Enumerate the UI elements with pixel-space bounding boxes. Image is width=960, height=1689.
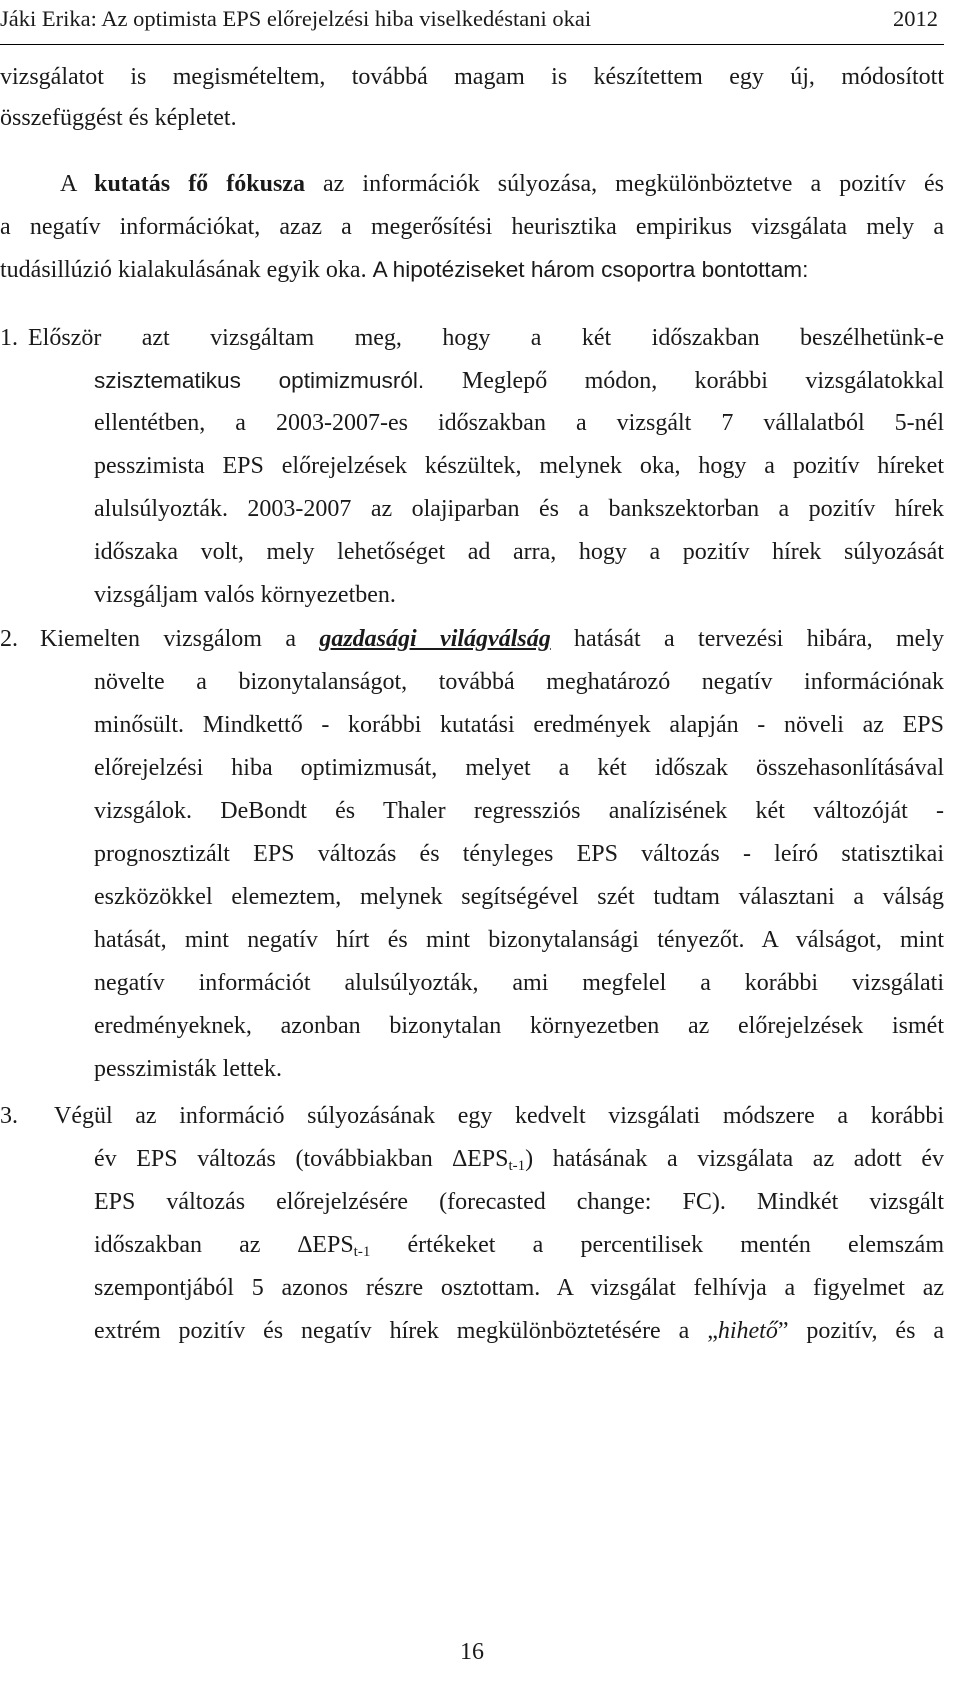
list-item-line: EPS változás előrejelzésére (forecasted change: FC). Mindkét vizsgált — [94, 1189, 944, 1215]
italic-word: hihető — [717, 1318, 778, 1344]
list-item-line: alulsúlyozták. 2003-2007 az olajiparban és a bankszektorban a pozitív hírek — [94, 496, 944, 522]
list-item-line: előrejelzési hiba optimizmusát, melyet a két időszak összehasonlításával — [94, 755, 944, 781]
list-item-line: Először azt vizsgáltam meg, hogy a két időszakban beszélhetünk-e — [28, 325, 944, 351]
delta-eps-symbol: ∆EPS — [452, 1146, 509, 1172]
paragraph-line: összefüggést és képletet. — [0, 105, 237, 131]
delta-eps-symbol: ∆EPS — [297, 1232, 354, 1258]
paragraph-line: tudásillúzió kialakulásának egyik oka. A hipotéziseket három csoportra bontottam: — [0, 257, 809, 283]
list-item-line: növelte a bizonytalanságot, továbbá meghatározó negatív információnak — [94, 669, 944, 695]
paragraph-line: A kutatás fő fókusza az információk súlyozása, megkülönböztetve a pozitív és — [60, 171, 944, 197]
list-item-line: vizsgáljam valós környezetben. — [94, 582, 396, 608]
header-rule — [0, 44, 944, 45]
emphasized-phrase: gazdasági világválság — [319, 626, 551, 652]
list-item-line: Végül az információ súlyozásának egy kedvelt vizsgálati módszere a korábbi — [54, 1103, 944, 1129]
list-item-line: negatív információt alulsúlyozták, ami megfelel a korábbi vizsgálati — [94, 970, 944, 996]
list-item-line: szempontjából 5 azonos részre osztottam. A vizsgálat felhívja a figyelmet az — [94, 1275, 944, 1301]
list-item-line: minősült. Mindkettő - korábbi kutatási eredmények alapján - növeli az EPS — [94, 712, 944, 738]
list-item-line: hatását, mint negatív hírt és mint bizonytalansági tényezőt. A válságot, mint — [94, 927, 944, 953]
paragraph-line: vizsgálatot is megismételtem, továbbá magam is készítettem egy új, módosított — [0, 64, 944, 90]
header-year: 2012 — [893, 6, 938, 31]
list-item-line: extrém pozitív és negatív hírek megkülönböztetésére a „hihető” pozitív, és a — [94, 1318, 944, 1344]
paragraph-line: a negatív információkat, azaz a megerősítési heurisztika empirikus vizsgálata mely a — [0, 214, 944, 240]
list-number: 2. — [0, 626, 18, 652]
list-item-line: eredményeknek, azonban bizonytalan környezetben az előrejelzések ismét — [94, 1013, 944, 1039]
list-number: 3. — [0, 1103, 18, 1129]
list-item-line: időszaka volt, mely lehetőséget ad arra, hogy a pozitív hírek súlyozását — [94, 539, 944, 565]
list-item-line: pesszimisták lettek. — [94, 1056, 282, 1082]
list-item-line: ellentétben, a 2003-2007-es időszakban a vizsgált 7 vállalatból 5-nél — [94, 410, 944, 436]
list-item-line: Kiemelten vizsgálom a gazdasági világválság hatását a tervezési hibára, mely — [40, 626, 945, 652]
bold-phrase: kutatás fő fókusza — [94, 171, 305, 197]
hypothesis-intro: A hipotéziseket három csoportra bontottam: — [372, 257, 809, 282]
list-item-line: szisztematikus optimizmusról. Meglepő módon, korábbi vizsgálatokkal — [94, 368, 944, 394]
list-item-line: eszközökkel elemeztem, melynek segítségével szét tudtam választani a válság — [94, 884, 944, 910]
list-item-line: pesszimista EPS előrejelzések készültek, melynek oka, hogy a pozitív híreket — [94, 453, 944, 479]
list-item-line: prognosztizált EPS változás és tényleges EPS változás - leíró statisztikai — [94, 841, 944, 867]
list-item-line: időszakban az $\Delta EPS_{t-1}$ értékeket a percentilisek mentén elemszám — [94, 1232, 944, 1260]
list-number: 1. — [0, 325, 18, 351]
page-number: 16 — [460, 1639, 484, 1665]
list-item-line: vizsgálok. DeBondt és Thaler regressziós analízisének két változóját - — [94, 798, 944, 824]
list-item-line: év EPS változás (továbbiakban $\Delta EPS_{t-1}$) hatásának a vizsgálata az adott év — [94, 1146, 944, 1174]
header-title: Jáki Erika: Az optimista EPS előrejelzési hiba viselkedéstani okai — [0, 6, 592, 31]
running-header — [0, 0, 960, 46]
